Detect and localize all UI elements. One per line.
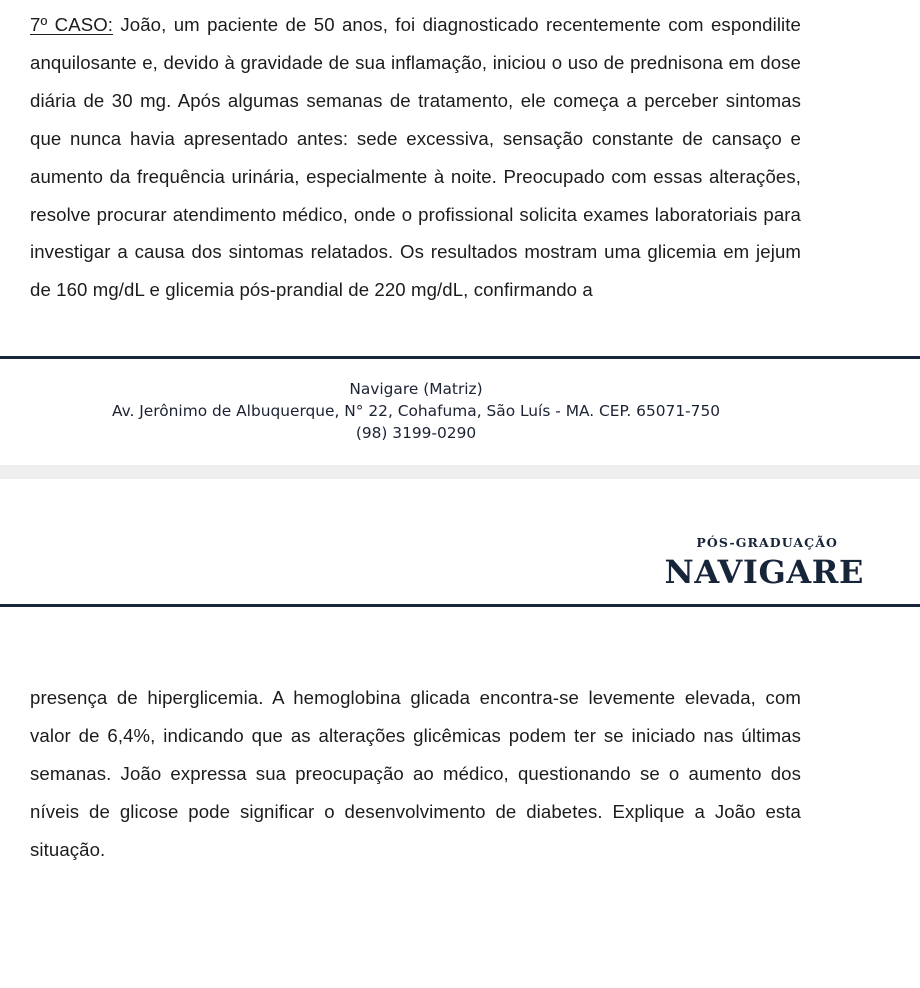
navigare-logo	[665, 533, 865, 591]
footer-divider	[0, 356, 920, 359]
page-break	[0, 465, 920, 479]
page-footer	[0, 378, 832, 444]
case-paragraph-part-1	[30, 6, 801, 309]
footer-phone: (98) 3199-0290	[355, 424, 477, 442]
footer-company-name: Navigare (Matriz)	[349, 380, 483, 398]
case-paragraph-part-2: presença de hiperglicemia. A hemoglobina glicada encontra-se levemente elevada, com valor de 6,4%, indicando que as alterações glicêmicas podem ter se iniciado nas últimas semanas. João expressa sua preocupação ao médico, questionando se o aumento dos níveis de glicose pode significar o desenvolvimento de diabetes. Explique a João esta situação.	[30, 687, 801, 860]
logo-title: NAVIGARE	[664, 553, 864, 591]
logo-subtitle: PÓS-GRADUAÇÃO	[696, 535, 838, 550]
footer-address: Av. Jerônimo de Albuquerque, N° 22, Cohafuma, São Luís - MA. CEP. 65071-750	[111, 402, 721, 420]
case-text-part-1: João, um paciente de 50 anos, foi diagnosticado recentemente com espondilite anquilosante e, devido à gravidade de sua inflamação, iniciou o uso de prednisona em dose diária de 30 mg. Após algumas semanas de tratamento, ele começa a perceber sintomas que nunca havia apresentado antes: sede excessiva, sensação constante de cansaço e aumento da frequência urinária, especialmente à noite. Preocupado com essas alterações, resolve procurar atendimento médico, onde o profissional solicita exames laboratoriais para investigar a causa dos sintomas relatados. Os resultados mostram uma glicemia em jejum de 160 mg/dL e glicemia pós-prandial de 220 mg/dL, confirmando a	[30, 14, 801, 301]
case-label: 7º CASO:	[30, 14, 114, 35]
header-divider	[0, 604, 920, 607]
